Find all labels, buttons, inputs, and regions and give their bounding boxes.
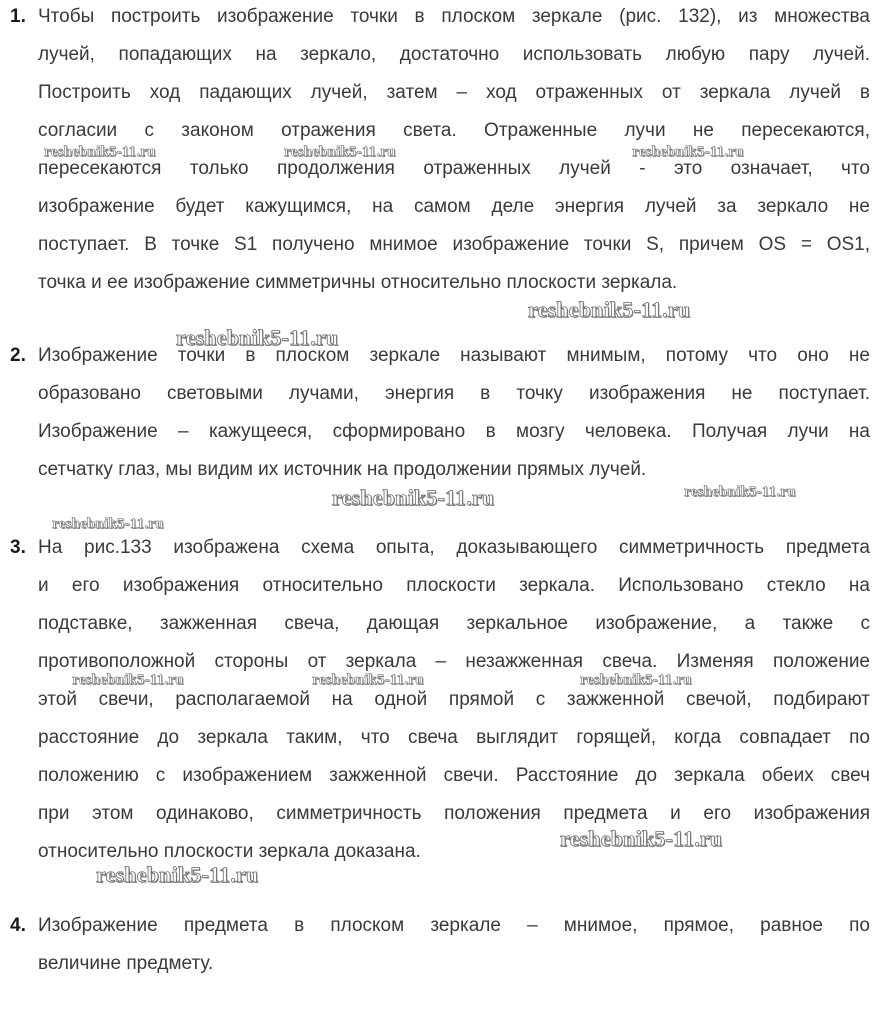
answer-number: 4.: [10, 915, 26, 936]
watermark: reshebnik5-11.ru: [528, 297, 691, 322]
text-line: согласии с законом отражения света. Отраженные лучи не пересекаются,: [38, 120, 870, 141]
answer-text: [38, 337, 870, 489]
text-line: подставке, зажженная свеча, дающая зеркальное изображение, а также с: [38, 613, 870, 634]
watermark: reshebnik5-11.ru: [284, 144, 396, 160]
watermark: reshebnik5-11.ru: [176, 325, 339, 350]
text-line: относительно плоскости зеркала доказана.: [38, 841, 421, 862]
text-line: поступает. В точке S1 получено мнимое изображение точки S, причем OS = OS1,: [38, 234, 870, 255]
text-line: Чтобы построить изображение точки в плоском зеркале (рис. 132), из множества: [38, 6, 870, 27]
watermark: reshebnik5-11.ru: [72, 672, 184, 688]
answer-number: 2.: [10, 345, 26, 366]
watermark: reshebnik5-11.ru: [684, 484, 796, 500]
watermark: reshebnik5-11.ru: [632, 144, 744, 160]
text-line: пересекаются только продолжения отраженных лучей - это означает, что: [38, 158, 870, 179]
text-line: образовано световыми лучами, энергия в точку изображения не поступает.: [38, 383, 870, 404]
text-line: при этом одинаково, симметричность положения предмета и его изображения: [38, 803, 870, 824]
text-line: расстояние до зеркала таким, что свеча выглядит горящей, когда совпадает по: [38, 727, 870, 748]
text-line: Построить ход падающих лучей, затем – ход отраженных от зеркала лучей в: [38, 82, 870, 103]
text-line: изображение будет кажущимся, на самом деле энергия лучей за зеркало не: [38, 196, 870, 217]
text-line: этой свечи, располагаемой на одной прямой с зажженной свечой, подбирают: [38, 689, 870, 710]
watermark: reshebnik5-11.ru: [560, 826, 723, 851]
watermark: reshebnik5-11.ru: [44, 144, 156, 160]
text-line: положению с изображением зажженной свечи. Расстояние до зеркала обеих свеч: [38, 765, 870, 786]
text-line: Изображение – кажущееся, сформировано в мозгу человека. Получая лучи на: [38, 421, 870, 442]
watermark: reshebnik5-11.ru: [332, 485, 495, 510]
text-line: сетчатку глаз, мы видим их источник на продолжении прямых лучей.: [38, 459, 647, 480]
answer-text: [38, 907, 870, 983]
answer-number: 1.: [10, 6, 26, 27]
watermark: reshebnik5-11.ru: [580, 672, 692, 688]
answer-text: [38, 529, 870, 871]
text-line: Изображение точки в плоском зеркале называют мнимым, потому что оно не: [38, 345, 870, 366]
text-line: На рис.133 изображена схема опыта, доказывающего симметричность предмета: [38, 537, 870, 558]
watermark: reshebnik5-11.ru: [52, 516, 164, 532]
answer-text: [38, 0, 870, 302]
text-line: лучей, попадающих на зеркало, достаточно использовать любую пару лучей.: [38, 44, 870, 65]
text-line: Изображение предмета в плоском зеркале – мнимое, прямое, равное по: [38, 915, 870, 936]
watermark: reshebnik5-11.ru: [312, 672, 424, 688]
text-line: и его изображения относительно плоскости зеркала. Использовано стекло на: [38, 575, 870, 596]
answer-number: 3.: [10, 537, 26, 558]
watermark: reshebnik5-11.ru: [96, 862, 259, 887]
text-line: величине предмету.: [38, 953, 214, 974]
text-line: точка и ее изображение симметричны относительно плоскости зеркала.: [38, 272, 678, 293]
text-line: противоположной стороны от зеркала – незажженная свеча. Изменяя положение: [38, 651, 870, 672]
